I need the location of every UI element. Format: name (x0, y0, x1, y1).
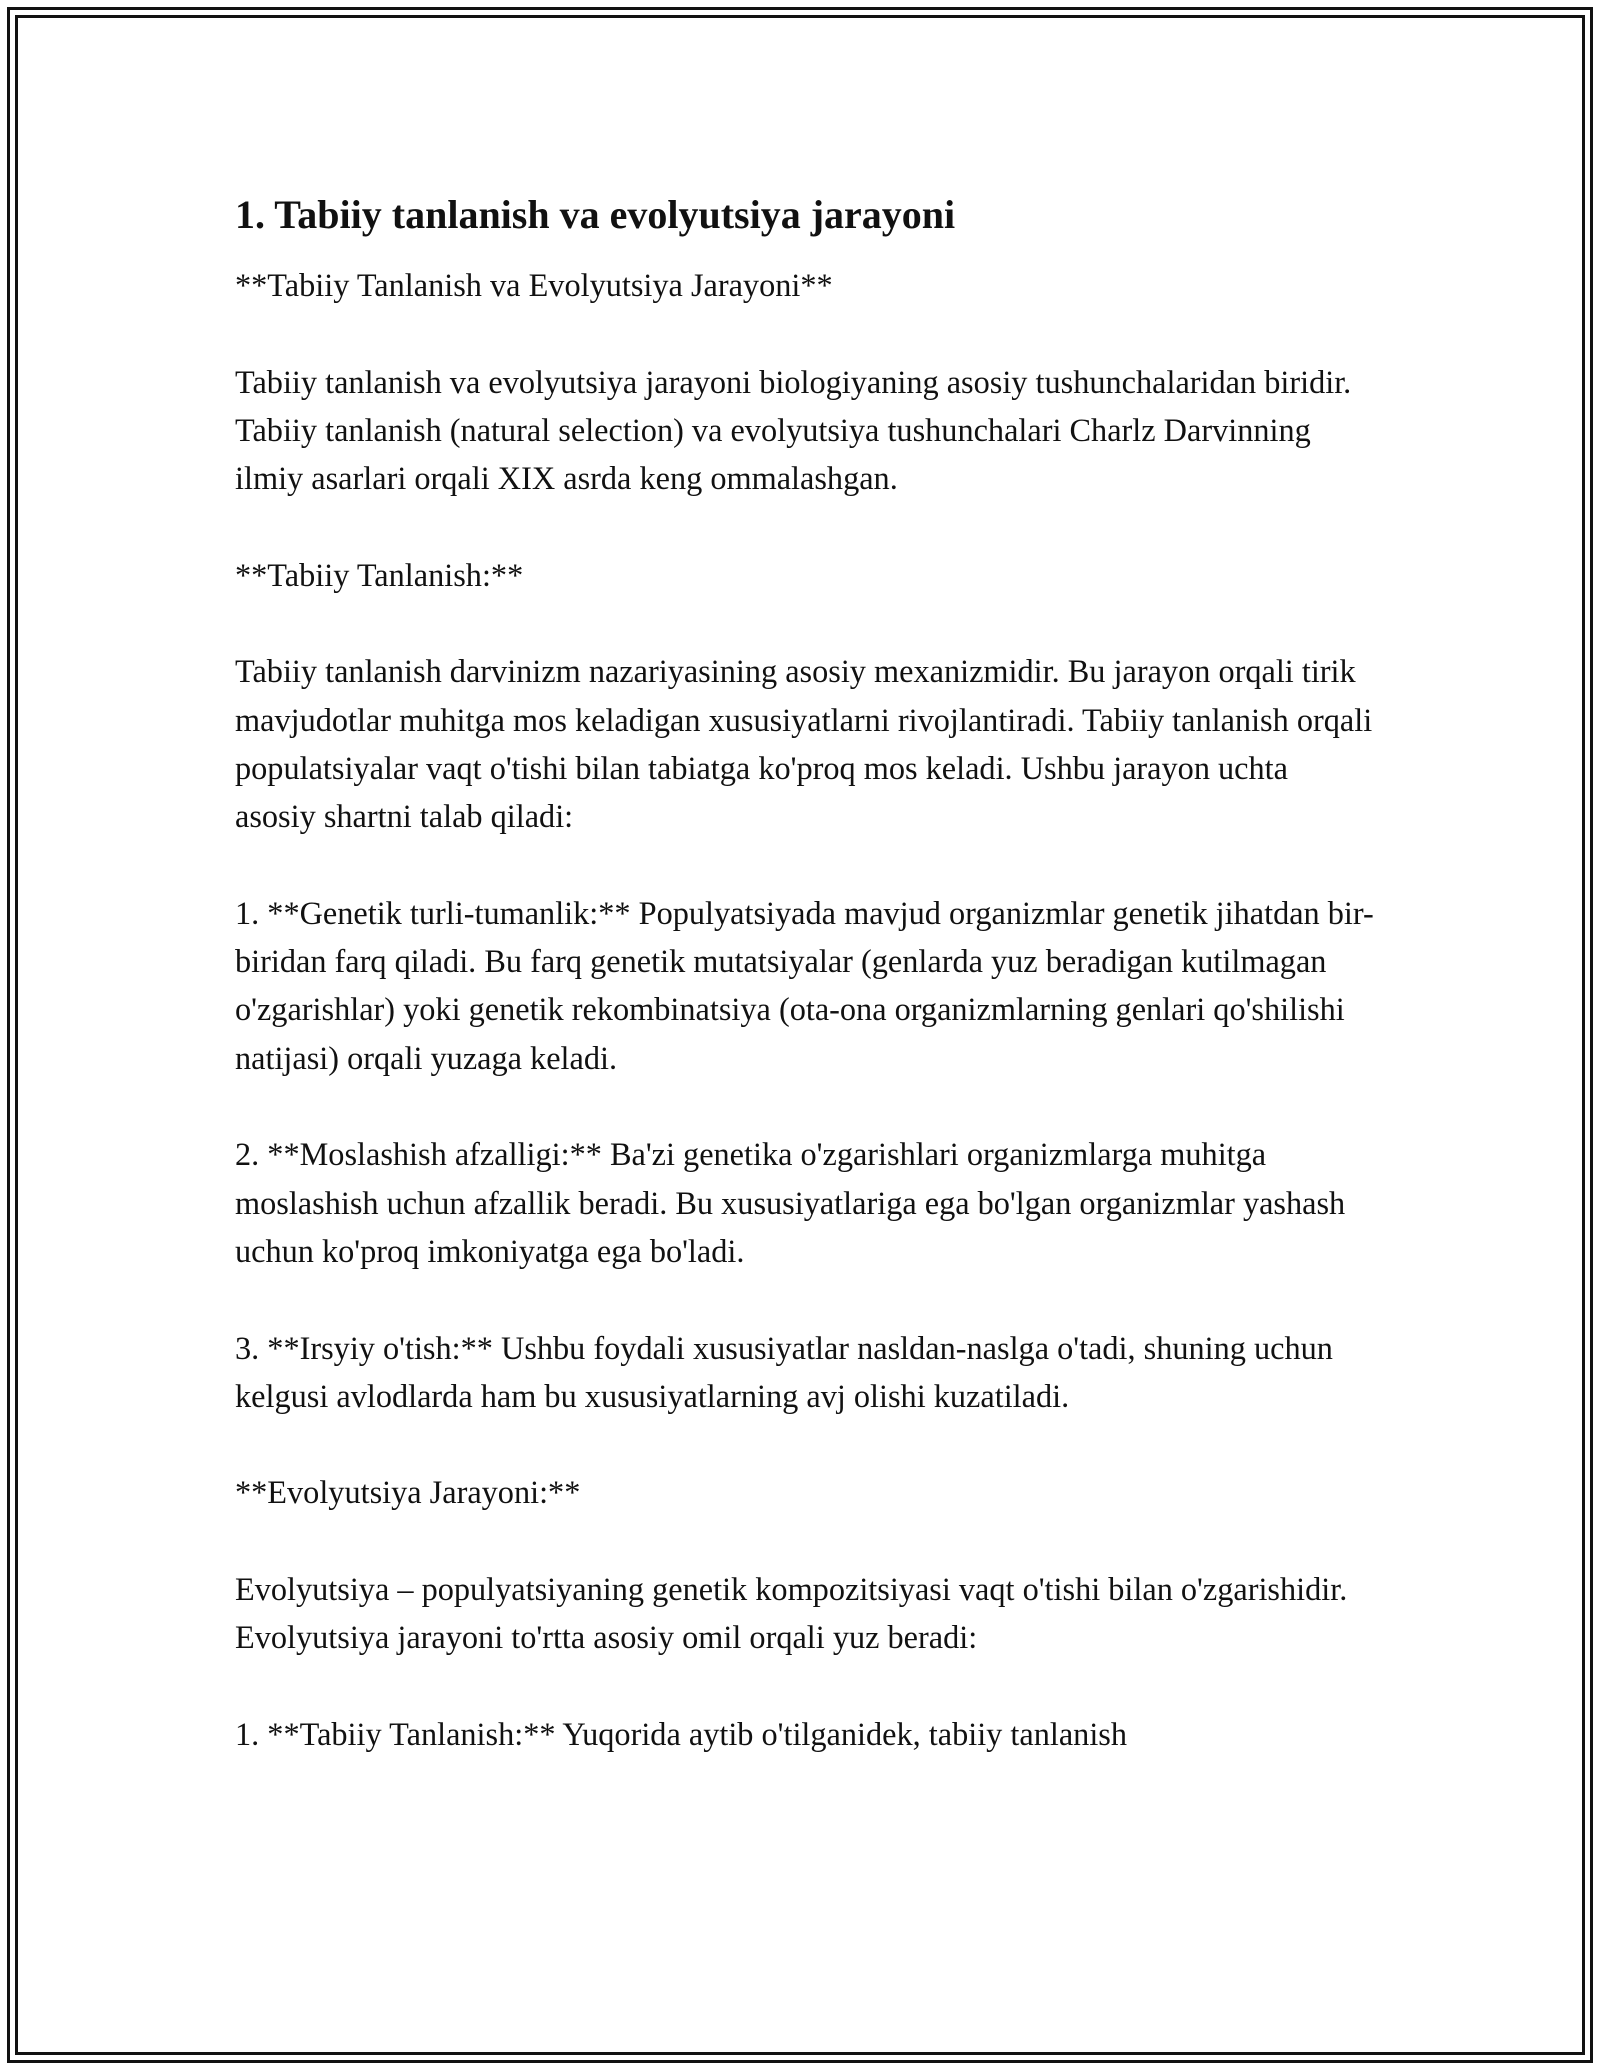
section-heading: 1. Tabiiy tanlanish va evolyutsiya jarayoni (235, 192, 956, 237)
evolyutsiya-paragraph: Evolyutsiya – populyatsiyaning genetik kompozitsiyasi vaqt o'tishi bilan o'zgarishidir. Evolyutsiya jarayoni to'rtta asosiy omil orqali yuz beradi: (235, 1571, 1348, 1656)
tabiiy-tanlanish-paragraph: Tabiiy tanlanish darvinizm nazariyasining asosiy mexanizmidir. Bu jarayon orqali tirik mavjudotlar muhitga mos keladigan xususiyatlarni rivojlantiradi. Tabiiy tanlanish orqali populatsiyalar vaqt o'tishi bilan tabiatga ko'proq mos keladi. Ushbu jarayon uchta asosiy shartni talab qiladi: (235, 653, 1373, 835)
subheading-tabiiy-tanlanish: **Tabiiy Tanlanish:** (235, 556, 524, 593)
bold-title-line: **Tabiiy Tanlanish va Evolyutsiya Jarayoni** (235, 267, 833, 303)
intro-paragraph: Tabiiy tanlanish va evolyutsiya jarayoni biologiyaning asosiy tushunchalaridan biridir. Tabiiy tanlanish (natural selection) va evolyutsiya tushunchalari Charlz Darvinning ilmiy asarlari orqali XIX asrda keng ommalashgan. (235, 363, 1352, 497)
list-item-genetik: 1. **Genetik turli-tumanlik:** Populyatsiyada mavjud organizmlar genetik jihatdan bir-biridan farq qiladi. Bu farq genetik mutatsiyalar (genlarda yuz beradigan kutilmagan o'zgarishlar) yoki genetik rekombinatsiya (ota-ona organizmlarning genlari qo'shilishi natijasi) orqali yuzaga keladi. (235, 894, 1374, 1076)
subheading-evolyutsiya: **Evolyutsiya Jarayoni:** (235, 1474, 581, 1511)
document-body (235, 185, 1375, 1807)
list-item-irsiy: 3. **Irsyiy o'tish:** Ushbu foydali xususiyatlar nasldan-naslga o'tadi, shuning uchun kelgusi avlodlarda ham bu xususiyatlarning avj olishi kuzatiladi. (235, 1329, 1333, 1414)
list-item-moslashish: 2. **Moslashish afzalligi:** Ba'zi genetika o'zgarishlari organizmlarga muhitga moslashish uchun afzallik beradi. Bu xususiyatlariga ega bo'lgan organizmlar yashash uchun ko'proq imkoniyatga ega bo'ladi. (235, 1136, 1346, 1269)
list-item-tabiiy-tanlanish: 1. **Tabiiy Tanlanish:** Yuqorida aytib o'tilganidek, tabiiy tanlanish (235, 1715, 1128, 1752)
